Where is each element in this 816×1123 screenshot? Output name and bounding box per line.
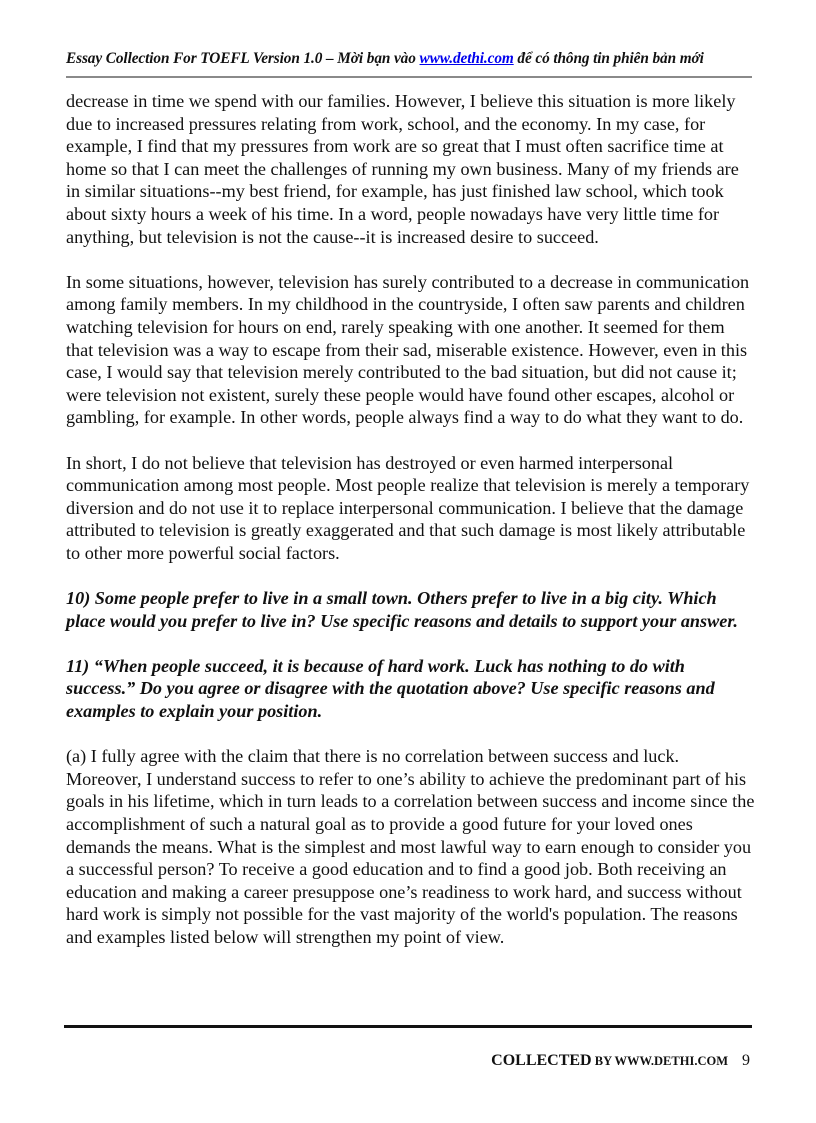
footer-by: BY <box>591 1054 615 1068</box>
header-title: Essay Collection For TOEFL Version 1.0 – Mời bạn vào <box>66 50 420 67</box>
body-paragraph: In some situations, however, television has surely contributed to a decrease in communication among family members. In my childhood in the countryside, I often saw parents and children watching television for hours on end, rarely speaking with one another. It seemed for them that television was a way to escape from their sad, miserable existence. However, even in this case, I would say that television merely contributed to the bad situation, but did not cause it; were television not existent, surely these people would have found other escapes, alcohol or gambling, for example. In other words, people always find a way to do what they want to do. <box>66 271 750 428</box>
body-paragraph: decrease in time we spend with our families. However, I believe this situation is more likely due to increased pressures relating from work, school, and the economy. In my case, for example, I find that my pressures from work are so great that I must often sacrifice time at home so that I can meet the challenges of running my own business. Many of my friends are in similar situations--my best friend, for example, has just finished law school, which took about sixty hours a week of his time. In a word, people nowadays have very little time for anything, but television is not the cause--it is increased desire to succeed. <box>66 91 739 247</box>
page-number: 9 <box>742 1052 750 1069</box>
body-paragraph: In short, I do not believe that television has destroyed or even harmed interpersonal communication among most people. Most people realize that television is merely a temporary diversion and do not use it to replace interpersonal communication. I believe that the damage attributed to television is greatly exaggerated and that such damage is most likely attributable to other more powerful social factors. <box>66 452 750 563</box>
footer-divider <box>64 1025 752 1028</box>
page-header <box>66 50 752 68</box>
header-divider <box>66 76 752 78</box>
footer-collected: COLLECTED <box>491 1052 592 1069</box>
essay-question-11: 11) “When people succeed, it is because of hard work. Luck has nothing to do with success.” Do you agree or disagree with the quotation above? Use specific reasons and examples to explain your position. <box>66 655 715 722</box>
essay-question-10: 10) Some people prefer to live in a small town. Others prefer to live in a big city. Which place would you prefer to live in? Use specific reasons and details to support your answer. <box>66 588 738 631</box>
answer-paragraph: (a) I fully agree with the claim that there is no correlation between success and luck. Moreover, I understand success to refer to one’s ability to achieve the predominant part of his goals in his lifetime, which in turn leads to a correlation between success and income since the accomplishment of such a natural goal as to provide a good future for your loved ones demands the means. What is the simplest and most lawful way to earn enough to consider you a successful person? To receive a good education and to find a good job. Both receiving an education and making a career presuppose one’s readiness to work hard, and success without hard work is simply not possible for the vast majority of the world's population. The reasons and examples listed below will strengthen my point of view. <box>66 746 755 947</box>
footer-site: WWW.DETHI.COM <box>614 1054 728 1068</box>
page-footer <box>491 1052 750 1070</box>
document-body <box>66 90 756 971</box>
header-suffix: để có thông tin phiên bản mới <box>513 50 704 67</box>
header-link[interactable]: www.dethi.com <box>419 50 514 67</box>
